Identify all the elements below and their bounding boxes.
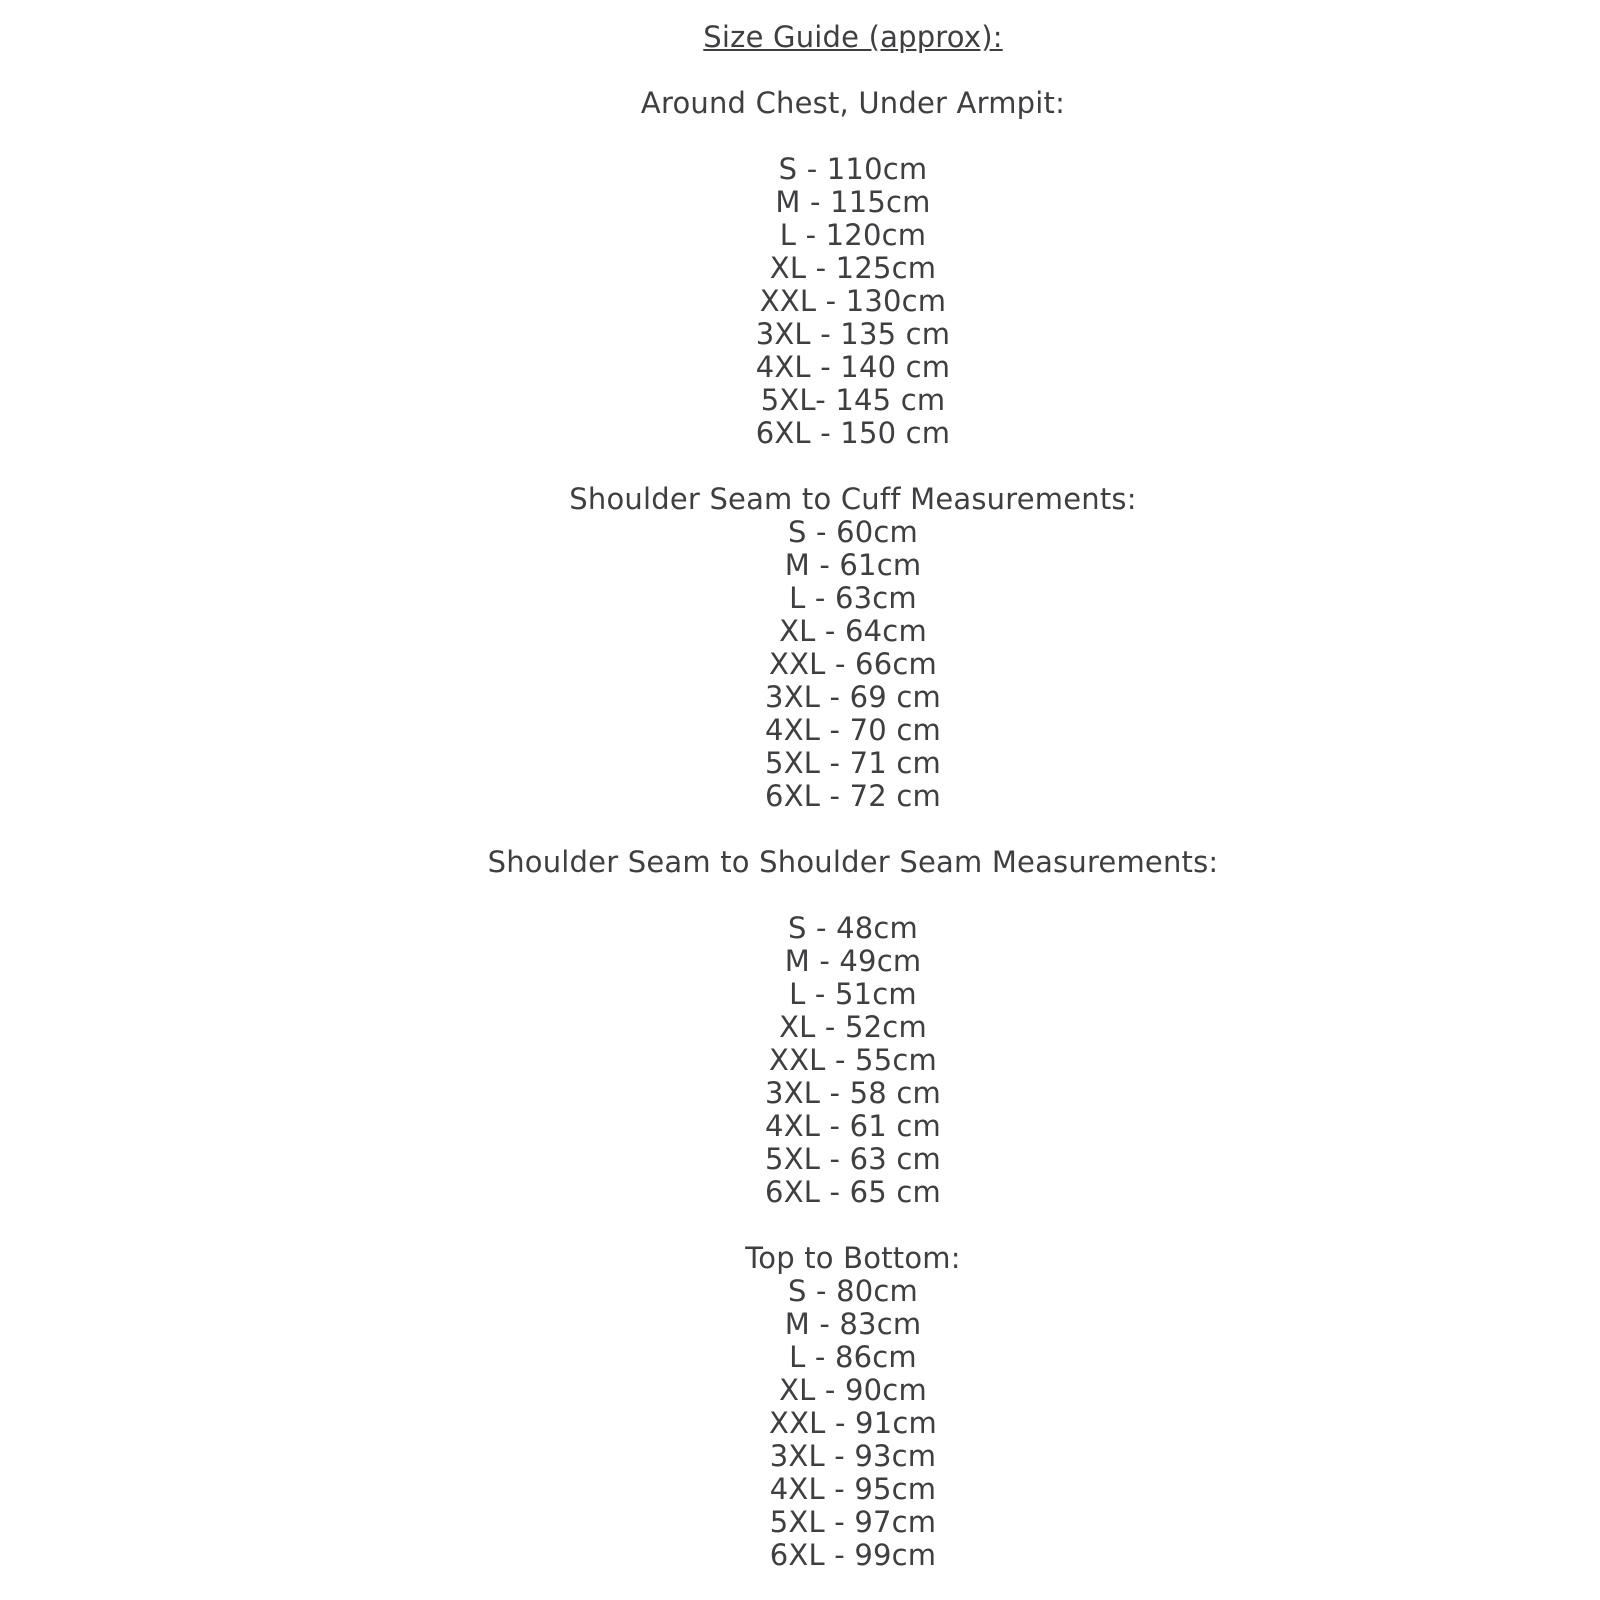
size-row: S - 110cm [778, 152, 928, 186]
spacer [106, 54, 1600, 87]
page-title: Size Guide (approx): [703, 20, 1003, 54]
size-row: 5XL - 97cm [769, 1505, 937, 1539]
size-row: 6XL - 99cm [769, 1538, 937, 1572]
size-row: 3XL - 58 cm [765, 1076, 941, 1110]
size-row: M - 61cm [784, 548, 922, 582]
size-row: M - 83cm [784, 1307, 922, 1341]
size-row: 3XL - 69 cm [765, 680, 941, 714]
size-row: 6XL - 72 cm [765, 779, 941, 813]
spacer [106, 813, 1600, 846]
size-row: 4XL - 140 cm [755, 350, 951, 384]
size-row: XXL - 130cm [759, 284, 947, 318]
size-row: XL - 125cm [769, 251, 937, 285]
size-row: XL - 90cm [779, 1373, 927, 1407]
section-heading-top-to-bottom: Top to Bottom: [745, 1241, 961, 1275]
size-row: 5XL - 71 cm [765, 746, 941, 780]
size-row: L - 51cm [789, 977, 917, 1011]
size-row: 4XL - 61 cm [765, 1109, 941, 1143]
size-row: XXL - 55cm [769, 1043, 937, 1077]
spacer [106, 450, 1600, 483]
size-row: L - 86cm [789, 1340, 917, 1374]
spacer [106, 879, 1600, 912]
size-row: 6XL - 150 cm [755, 416, 951, 450]
size-row: 4XL - 95cm [769, 1472, 937, 1506]
section-heading-seam-to-seam: Shoulder Seam to Shoulder Seam Measurements: [487, 845, 1219, 879]
size-row: S - 80cm [787, 1274, 918, 1308]
spacer [106, 1209, 1600, 1242]
size-row: XXL - 91cm [769, 1406, 937, 1440]
size-row: 4XL - 70 cm [765, 713, 941, 747]
size-row: S - 48cm [787, 911, 918, 945]
section-heading-seam-to-cuff: Shoulder Seam to Cuff Measurements: [569, 482, 1137, 516]
size-row: L - 63cm [789, 581, 917, 615]
size-row: M - 115cm [775, 185, 931, 219]
size-row: L - 120cm [779, 218, 927, 252]
size-row: S - 60cm [787, 515, 918, 549]
section-heading-around-chest: Around Chest, Under Armpit: [640, 86, 1066, 120]
size-row: 6XL - 65 cm [765, 1175, 941, 1209]
size-row: XXL - 66cm [769, 647, 937, 681]
size-row: XL - 64cm [779, 614, 927, 648]
size-row: M - 49cm [784, 944, 922, 978]
spacer [106, 120, 1600, 153]
size-row: XL - 52cm [779, 1010, 927, 1044]
size-row: 3XL - 135 cm [755, 317, 951, 351]
size-row: 5XL - 63 cm [765, 1142, 941, 1176]
size-row: 3XL - 93cm [769, 1439, 937, 1473]
size-row: 5XL- 145 cm [760, 383, 946, 417]
